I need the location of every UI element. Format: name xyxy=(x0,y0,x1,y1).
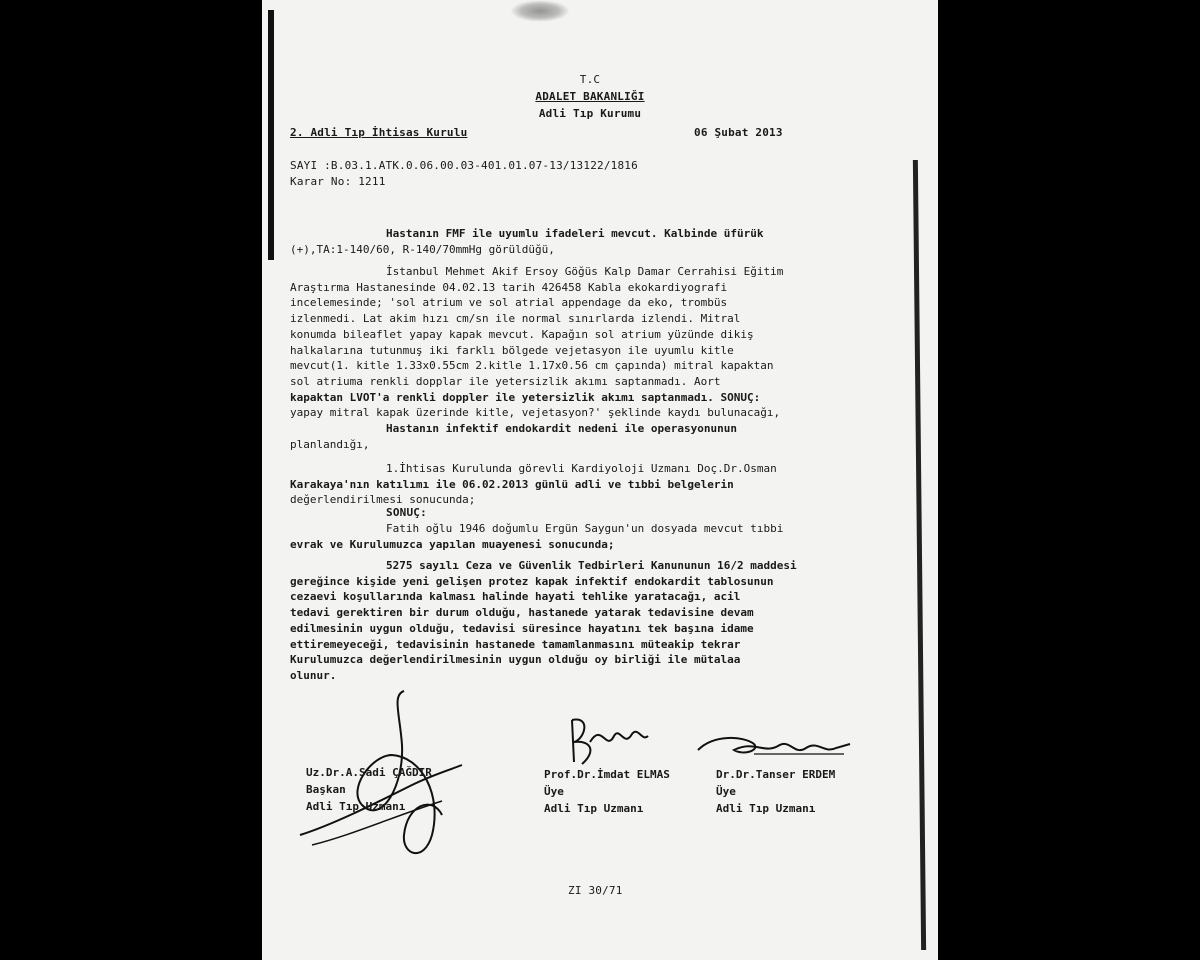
signature-drawing-2 xyxy=(562,712,652,770)
text-line: kapaktan LVOT'a renkli doppler ile yetersizlik akımı saptanmadı. SONUÇ: xyxy=(290,390,761,404)
paragraph-4 xyxy=(290,461,890,508)
sonuc-heading: SONUÇ: xyxy=(386,506,427,519)
signer-name: Uz.Dr.A.Sadi ÇAĞDIR xyxy=(306,766,432,779)
text-line: cezaevi koşullarında kalması halinde hayati tehlike yaratacağı, acil xyxy=(290,590,741,604)
header-institution: Adli Tıp Kurumu xyxy=(538,107,642,120)
text-line: Araştırma Hastanesinde 04.02.13 tarih 426458 Kabla ekokardiyografi xyxy=(290,280,728,294)
text-line: tedavi gerektiren bir durum olduğu, hastanede yatarak tedavisine devam xyxy=(290,606,754,620)
signer-role: Başkan xyxy=(306,783,346,796)
signature-block-3 xyxy=(716,766,835,817)
text-line: (+),TA:1-140/60, R-140/70mmHg görüldüğü, xyxy=(290,242,555,256)
paragraph-6 xyxy=(290,558,890,684)
text-line: Kurulumuzca değerlendirilmesinin uygun olduğu oy birliği ile mütalaa xyxy=(290,653,741,667)
page-shadow-edge xyxy=(913,160,926,950)
stamp-blot xyxy=(510,0,570,22)
text-line: mevcut(1. kitle 1.33x0.55cm 2.kitle 1.17x0.56 cm çapında) mitral kapaktan xyxy=(290,359,774,373)
header-ministry: ADALET BAKANLIĞI xyxy=(535,90,645,103)
signature-drawing-3 xyxy=(694,724,854,766)
footer-initials: ZI 30/71 xyxy=(568,884,623,897)
signer-title: Adli Tıp Uzmanı xyxy=(306,800,406,813)
header-karar: Karar No: 1211 xyxy=(290,175,386,188)
text-line: evrak ve Kurulumuzca yapılan muayenesi sonucunda; xyxy=(290,537,615,551)
header-sayi: SAYI :B.03.1.ATK.0.06.00.03-401.01.07-13/13122/1816 xyxy=(290,159,638,172)
signer-role: Üye xyxy=(544,785,564,798)
text-line: Fatih oğlu 1946 doğumlu Ergün Saygun'un dosyada mevcut tıbbi xyxy=(386,522,784,535)
text-line: 1.İhtisas Kurulunda görevli Kardiyoloji Uzmanı Doç.Dr.Osman xyxy=(386,462,777,475)
text-line: olunur. xyxy=(290,668,337,682)
text-line: planlandığı, xyxy=(290,437,370,451)
text-line: Karakaya'nın katılımı ile 06.02.2013 günlü adli ve tıbbi belgelerin xyxy=(290,477,734,491)
text-line: Hastanın FMF ile uyumlu ifadeleri mevcut. Kalbinde üfürük xyxy=(386,227,764,240)
header-tc: T.C xyxy=(579,73,601,86)
signer-title: Adli Tıp Uzmanı xyxy=(716,802,816,815)
text-line: ettiremeyeceği, tedavisinin hastanede tamamlanmasını müteakip tekrar xyxy=(290,637,741,651)
text-line: gereğince kişide yeni gelişen protez kapak infektif endokardit tablosunun xyxy=(290,574,774,588)
paragraph-3 xyxy=(290,421,890,452)
signer-name: Dr.Dr.Tanser ERDEM xyxy=(716,768,836,781)
paragraph-2 xyxy=(290,264,890,421)
text-line: sol atriuma renkli dopplar ile yetersizlik akımı saptanmadı. Aort xyxy=(290,374,721,388)
paragraph-1 xyxy=(290,226,890,257)
text-line: değerlendirilmesi sonucunda; xyxy=(290,493,476,507)
text-line: yapay mitral kapak üzerinde kitle, vejetasyon?' şeklinde kaydı bulunacağı, xyxy=(290,406,781,420)
text-line: Hastanın infektif endokardit nedeni ile operasyonunun xyxy=(386,422,737,435)
signer-title: Adli Tıp Uzmanı xyxy=(544,802,644,815)
document-page xyxy=(262,0,938,960)
header-date: 06 Şubat 2013 xyxy=(694,126,783,139)
paragraph-5 xyxy=(290,521,890,552)
text-line: 5275 sayılı Ceza ve Güvenlik Tedbirleri Kanununun 16/2 maddesi xyxy=(386,559,797,572)
text-line: edilmesinin uygun olduğu, tedavisi süresince hayatını tek başına idame xyxy=(290,621,754,635)
signature-block-1 xyxy=(306,764,432,815)
signer-name: Prof.Dr.İmdat ELMAS xyxy=(544,768,670,781)
signature-block-2 xyxy=(544,766,670,817)
text-line: izlenmedi. Lat akim hızı cm/sn ile normal sınırlarda izlendi. Mitral xyxy=(290,312,741,326)
text-line: konumda bileaflet yapay kapak mevcut. Kapağın sol atrium yüzünde dikiş xyxy=(290,327,754,341)
text-line: halkalarına tutunmuş iki farklı bölgede vejetasyon ile uyumlu kitle xyxy=(290,343,734,357)
signer-role: Üye xyxy=(716,785,736,798)
header-board: 2. Adli Tıp İhtisas Kurulu xyxy=(290,126,468,139)
text-line: incelemesinde; 'sol atrium ve sol atrial appendage da eko, trombüs xyxy=(290,296,728,310)
text-line: İstanbul Mehmet Akif Ersoy Göğüs Kalp Damar Cerrahisi Eğitim xyxy=(386,265,784,278)
